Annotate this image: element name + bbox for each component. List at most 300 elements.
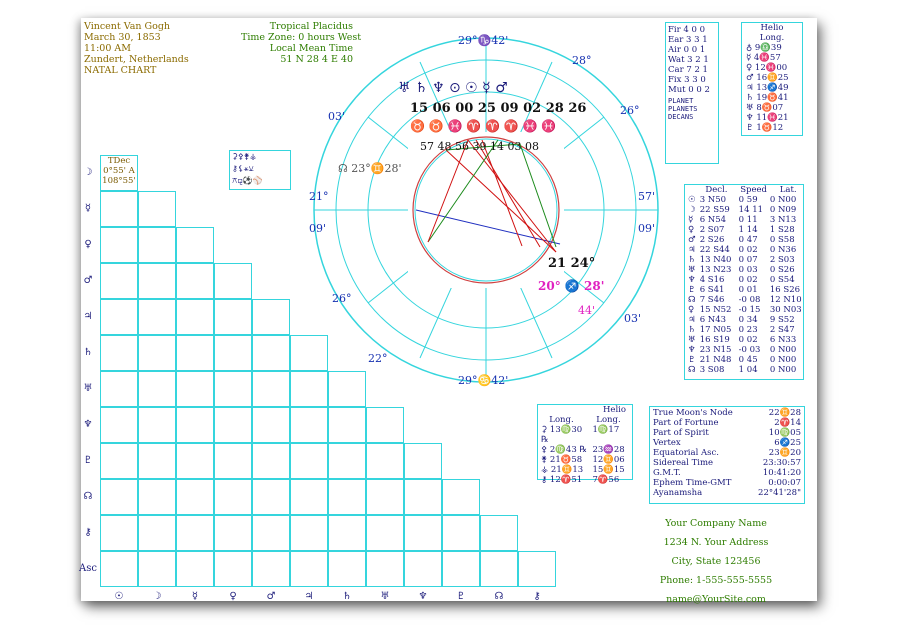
aspect-cell — [214, 371, 252, 407]
asteroid-helio: 23♒28 — [592, 445, 625, 455]
point-label: Vertex — [653, 438, 681, 448]
helio-title: Helio — [760, 23, 784, 33]
aspect-cell — [138, 299, 176, 335]
svg-text:22°: 22° — [368, 352, 388, 365]
declination-row — [685, 335, 803, 345]
decl-glyph: ♅ — [688, 335, 696, 345]
aspect-cell — [100, 551, 138, 587]
decl-value: 21 N48 — [699, 355, 732, 365]
point-value: 2♈14 — [774, 418, 801, 428]
aspect-cell — [252, 371, 290, 407]
decl-value: 4 S16 — [699, 275, 725, 285]
row-glyph: ☽ — [83, 167, 93, 178]
column-glyph: ☽ — [152, 591, 162, 602]
declination-row — [685, 195, 803, 205]
aspect-cell — [290, 371, 328, 407]
row-glyph: ☿ — [84, 203, 92, 214]
column-glyph: ♆ — [418, 591, 428, 602]
lat-value: 6 N33 — [769, 335, 797, 345]
declination-row — [685, 345, 803, 355]
aspect-cell — [290, 443, 328, 479]
declination-row — [685, 245, 803, 255]
decl-value: 3 N50 — [699, 195, 727, 205]
point-label: G.M.T. — [653, 468, 681, 478]
point-value: 10:41:20 — [762, 468, 801, 478]
asteroid-helio: 7♈56 — [592, 475, 620, 485]
aspect-cell — [214, 407, 252, 443]
aspect-cell — [404, 479, 442, 515]
decl-glyph: ♂ — [688, 235, 696, 245]
point-row — [653, 428, 801, 438]
speed-value: -0 08 — [738, 295, 761, 305]
company-name: Your Company Name — [665, 518, 767, 529]
aspect-cell — [328, 479, 366, 515]
speed-value: 0 01 — [738, 285, 758, 295]
asteroid-geo: ⚳ 13♍30 ℞ — [541, 425, 583, 445]
lat-value: 16 S26 — [769, 285, 801, 295]
speed-value: 0 02 — [738, 245, 758, 255]
svg-text:44': 44' — [578, 304, 596, 317]
lat-value: 0 N09 — [769, 205, 797, 215]
decl-glyph: ♅ — [688, 265, 696, 275]
svg-text:♉ ♉ ♓ ♈ ♈ ♈ ♓ ♓: ♉ ♉ ♓ ♈ ♈ ♈ ♓ ♓ — [410, 119, 557, 133]
decl-value: 17 N05 — [699, 325, 732, 335]
point-label: Part of Spirit — [653, 428, 709, 438]
svg-text:20° ♐ 28': 20° ♐ 28' — [538, 279, 605, 293]
aspect-cell — [328, 371, 366, 407]
company-city: City, State 123456 — [671, 556, 761, 567]
speed-value: 0 07 — [738, 255, 758, 265]
lat-value: 0 N00 — [769, 355, 797, 365]
point-row — [653, 458, 801, 468]
aspect-cell — [176, 227, 214, 263]
declination-row — [685, 355, 803, 365]
aspect-cell — [252, 443, 290, 479]
aspect-cell — [442, 479, 480, 515]
column-glyph: ☉ — [114, 591, 124, 602]
aspect-cell-line: 108°55' — [102, 176, 136, 186]
aspect-cell — [100, 299, 138, 335]
lat-value: 0 N00 — [769, 345, 797, 355]
vertical-label: PLANETS — [668, 105, 698, 113]
svg-text:09': 09' — [309, 222, 327, 235]
declination-row — [685, 295, 803, 305]
svg-text:28°: 28° — [572, 54, 592, 67]
lat-value: 2 S47 — [769, 325, 795, 335]
point-row — [653, 438, 801, 448]
decl-value: 13 N23 — [699, 265, 732, 275]
lat-value: 9 S52 — [769, 315, 795, 325]
helio-row: ♁ 9♎39 — [746, 43, 782, 53]
elements-row: Fir 4 0 0 — [668, 25, 706, 35]
aspect-cell — [214, 263, 252, 299]
declination-row — [685, 265, 803, 275]
speed-value: 0 11 — [738, 215, 758, 225]
asteroid-helio: 15♊15 — [592, 465, 625, 475]
decl-glyph: ♇ — [688, 355, 696, 365]
decl-value: 3 S08 — [699, 365, 725, 375]
legend-row: ⚷⚸⚹⚺ — [232, 164, 254, 173]
time-zone: Time Zone: 0 hours West — [241, 32, 362, 43]
speed-value: -0 15 — [738, 305, 761, 315]
decl-header: Decl. — [705, 185, 728, 195]
speed-value: 0 02 — [738, 335, 758, 345]
decl-value: 6 S41 — [699, 285, 725, 295]
declination-table — [684, 184, 804, 380]
declination-row — [685, 205, 803, 215]
helio-subtitle: Long. — [759, 33, 785, 43]
lat-value: 3 N13 — [769, 215, 797, 225]
decl-value: 13 N40 — [699, 255, 732, 265]
vertical-label: PLANET — [668, 97, 694, 105]
aspect-cell — [214, 299, 252, 335]
decl-glyph: ☽ — [688, 205, 696, 215]
svg-text:21°: 21° — [309, 190, 329, 203]
aspect-cell — [138, 263, 176, 299]
speed-value: 0 45 — [738, 355, 758, 365]
asteroid-geo: ⚵ 21♉58 — [541, 455, 583, 465]
point-label: Ayanamsha — [653, 488, 703, 498]
aspect-cell — [404, 551, 442, 587]
aspect-cell — [138, 335, 176, 371]
aspect-cell — [176, 407, 214, 443]
decl-glyph: ♆ — [688, 345, 696, 355]
speed-value: 0 03 — [738, 265, 758, 275]
aspect-cell — [100, 155, 138, 191]
aspect-cell — [214, 335, 252, 371]
aspect-cell-line: TDec — [107, 156, 131, 166]
point-label: Ephem Time-GMT — [653, 478, 732, 488]
lat-value: 1 S28 — [769, 225, 795, 235]
declination-row — [685, 305, 803, 315]
row-glyph: ♆ — [83, 419, 93, 430]
aspect-cell — [176, 443, 214, 479]
aspect-cell — [290, 479, 328, 515]
speed-value: 0 59 — [738, 195, 758, 205]
company-email: name@YourSite.com — [666, 594, 766, 605]
aspect-cell — [290, 335, 328, 371]
asteroid-long-header: Long. — [549, 415, 574, 425]
helio-row: ♀ 12♓00 — [746, 63, 788, 73]
point-row — [653, 448, 801, 458]
point-value: 22♊28 — [768, 408, 801, 418]
aspect-cell — [214, 443, 252, 479]
aspect-cell — [404, 443, 442, 479]
decl-value: 22 S59 — [699, 205, 730, 215]
aspect-cell — [100, 227, 138, 263]
point-value: 22°41'28" — [758, 488, 801, 498]
svg-text:26°: 26° — [620, 104, 640, 117]
birth-place: Zundert, Netherlands — [84, 54, 189, 65]
aspect-cell — [328, 551, 366, 587]
aspect-cell — [366, 551, 404, 587]
svg-text:57 48 56 39 14 03 08: 57 48 56 39 14 03 08 — [420, 140, 539, 153]
company-info — [641, 514, 791, 609]
decl-glyph: ♇ — [688, 285, 696, 295]
asteroid-helio-title: Helio — [603, 405, 626, 415]
decl-glyph: ♄ — [688, 325, 696, 335]
aspect-grid — [79, 155, 556, 602]
svg-text:21 24°: 21 24° — [548, 256, 596, 271]
declination-row — [685, 365, 803, 375]
row-glyph: ♅ — [83, 383, 93, 394]
row-glyph: ⚷ — [84, 527, 92, 538]
decl-glyph: ♄ — [688, 255, 696, 265]
svg-text:03': 03' — [624, 312, 642, 325]
chart-type: NATAL CHART — [84, 65, 157, 76]
speed-value: 0 23 — [738, 325, 758, 335]
lat-value: 0 S58 — [769, 235, 795, 245]
decl-glyph: ♀ — [688, 305, 695, 315]
legend-row: ⚻⚼⚽⚾ — [232, 176, 263, 185]
decl-glyph: ☊ — [688, 365, 696, 375]
column-glyph: ⚷ — [533, 591, 541, 602]
elements-row: Mut 0 0 2 — [668, 85, 710, 95]
column-glyph: ♇ — [456, 591, 466, 602]
planet-cluster: ♅ ♄ ♆ ⊙ ☉ ☿ ♂ — [398, 80, 508, 96]
decl-value: 22 S44 — [699, 245, 730, 255]
helio-row: ♂ 16♊25 — [746, 73, 789, 83]
svg-text:57': 57' — [638, 190, 656, 203]
aspect-cell — [442, 515, 480, 551]
row-glyph: ♃ — [83, 311, 93, 322]
aspect-cell — [138, 407, 176, 443]
aspect-cell — [176, 335, 214, 371]
aspect-cell — [252, 515, 290, 551]
aspect-cell — [366, 443, 404, 479]
row-glyph: ♇ — [83, 455, 93, 466]
point-label: Equatorial Asc. — [653, 448, 719, 458]
declination-row — [685, 225, 803, 235]
aspect-cell — [138, 551, 176, 587]
point-label: True Moon's Node — [653, 408, 733, 418]
lat-value: 0 N36 — [769, 245, 797, 255]
aspect-cell — [328, 443, 366, 479]
aspect-cell — [214, 515, 252, 551]
aspect-cell — [214, 479, 252, 515]
aspect-cell — [138, 227, 176, 263]
svg-text:03': 03' — [328, 110, 346, 123]
vertical-label: DECANS — [668, 113, 694, 121]
row-glyph: Asc — [79, 563, 97, 574]
company-phone: Phone: 1-555-555-5555 — [659, 575, 773, 586]
point-row — [653, 478, 801, 488]
decl-value: 2 S07 — [699, 225, 725, 235]
aspect-cell — [176, 479, 214, 515]
lat-value: 2 S03 — [769, 255, 795, 265]
declination-row — [685, 255, 803, 265]
aspect-cell — [100, 407, 138, 443]
asteroid-geo: ⚷ 12♈51 — [541, 475, 583, 485]
aspect-cell — [442, 551, 480, 587]
lat-value: 30 N03 — [769, 305, 802, 315]
lat-value: 0 N00 — [769, 195, 797, 205]
point-row — [653, 468, 801, 478]
column-glyph: ♃ — [304, 591, 314, 602]
aspect-cell — [138, 443, 176, 479]
aspect-cell — [290, 551, 328, 587]
column-glyph: ♅ — [380, 591, 390, 602]
elements-row: Fix 3 3 0 — [668, 75, 706, 85]
decl-value: 6 N54 — [699, 215, 727, 225]
company-address: 1234 N. Your Address — [663, 537, 769, 548]
helio-row: ♃ 13♐49 — [746, 83, 789, 93]
aspect-cell — [328, 515, 366, 551]
aspect-cell — [252, 407, 290, 443]
declination-row — [685, 315, 803, 325]
svg-text:15 06 00 25 09 02 28 26: 15 06 00 25 09 02 28 26 — [410, 101, 587, 116]
asteroid-helio-long-header: Long. — [596, 415, 621, 425]
point-value: 10♍05 — [768, 428, 801, 438]
decl-value: 15 N52 — [699, 305, 732, 315]
asteroid-geo: ⚴ 2♍43 ℞ — [541, 445, 588, 455]
lat-value: 0 N00 — [769, 365, 797, 375]
aspect-cell — [176, 551, 214, 587]
aspect-cell — [290, 515, 328, 551]
aspect-cell — [100, 263, 138, 299]
point-value: 23:30:57 — [762, 458, 801, 468]
cusp-ic-label: 29°♋42' — [458, 374, 509, 387]
speed-header: Speed — [740, 185, 767, 195]
lat-header: Lat. — [779, 185, 797, 195]
decl-glyph: ☉ — [688, 195, 696, 205]
point-label: Part of Fortune — [653, 418, 719, 428]
point-label: Sidereal Time — [653, 458, 714, 468]
decl-value: 6 N43 — [699, 315, 727, 325]
aspect-cell — [480, 551, 518, 587]
lat-value: 12 N10 — [769, 295, 802, 305]
declination-row — [685, 275, 803, 285]
aspect-cell — [176, 371, 214, 407]
decl-glyph: ♀ — [688, 225, 695, 235]
aspect-cell — [100, 191, 138, 227]
aspect-cell — [252, 479, 290, 515]
helio-row: ♆ 11♓21 — [746, 113, 789, 123]
helio-row: ♇ 1♉12 — [746, 123, 784, 133]
point-row — [653, 418, 801, 428]
declination-row — [685, 325, 803, 335]
elements-row: Air 0 0 1 — [668, 45, 706, 55]
aspect-cell — [366, 479, 404, 515]
point-row — [653, 488, 801, 498]
asteroid-helio: 1♍17 — [592, 425, 620, 435]
aspect-cell — [138, 515, 176, 551]
coordinates: 51 N 28 4 E 40 — [280, 54, 353, 65]
aspect-cell — [100, 335, 138, 371]
cusp-mc-label: 29°♑42' — [458, 34, 509, 47]
speed-value: 0 34 — [738, 315, 758, 325]
aspect-cell — [480, 515, 518, 551]
svg-text:26°: 26° — [332, 292, 352, 305]
point-value: 23♊20 — [768, 448, 801, 458]
helio-row: ☿ 4♓57 — [746, 53, 781, 63]
decl-value: 2 S26 — [699, 235, 725, 245]
aspect-cell — [252, 299, 290, 335]
speed-value: -0 03 — [738, 345, 761, 355]
elements-row: Ear 3 3 1 — [668, 35, 708, 45]
elements-table — [665, 22, 719, 164]
aspect-cell — [100, 515, 138, 551]
asteroid-helio: 12♊06 — [592, 455, 625, 465]
elements-row: Wat 3 2 1 — [668, 55, 709, 65]
aspect-cell — [176, 515, 214, 551]
declination-row — [685, 285, 803, 295]
decl-glyph: ☿ — [688, 215, 694, 225]
elements-row: Car 7 2 1 — [668, 65, 708, 75]
aspect-cell — [252, 551, 290, 587]
decl-glyph: ☊ — [688, 295, 696, 305]
declination-row — [685, 235, 803, 245]
aspect-cell — [138, 191, 176, 227]
speed-value: 0 47 — [738, 235, 758, 245]
speed-value: 0 02 — [738, 275, 758, 285]
aspect-cell — [100, 443, 138, 479]
aspect-cell — [138, 371, 176, 407]
decl-value: 7 S46 — [699, 295, 725, 305]
subject-name: Vincent Van Gogh — [84, 21, 171, 32]
aspect-cell — [138, 479, 176, 515]
decl-glyph: ♃ — [688, 315, 696, 325]
point-value: 6♐25 — [774, 438, 801, 448]
point-value: 0:00:07 — [768, 478, 801, 488]
point-row — [653, 408, 801, 418]
lat-value: 0 S26 — [769, 265, 795, 275]
column-glyph: ☊ — [494, 591, 504, 602]
declination-row — [685, 215, 803, 225]
birth-date: March 30, 1853 — [84, 32, 161, 43]
row-glyph: ♀ — [84, 239, 92, 250]
chart-sheet — [79, 18, 817, 605]
aspect-cell — [404, 515, 442, 551]
aspect-cell — [366, 407, 404, 443]
house-system: Tropical Placidus — [269, 21, 353, 32]
points-table — [649, 406, 805, 504]
speed-value: 1 14 — [738, 225, 758, 235]
decl-value: 23 N15 — [699, 345, 732, 355]
column-glyph: ♀ — [229, 591, 237, 602]
row-glyph: ☊ — [83, 491, 93, 502]
helio-row: ♅ 8♉07 — [746, 103, 784, 113]
aspect-cell — [100, 479, 138, 515]
column-glyph: ☿ — [191, 591, 199, 602]
chart-subject-info — [84, 21, 189, 76]
column-glyph: ♄ — [342, 591, 352, 602]
aspect-cell — [290, 407, 328, 443]
aspect-cell — [252, 335, 290, 371]
legend-row: ⚳⚴⚵⚶ — [232, 152, 257, 161]
asteroid-geo: ⚶ 21♊13 — [541, 465, 584, 475]
row-glyph: ♄ — [83, 347, 93, 358]
aspect-cell-line: 0°55' A — [103, 166, 135, 176]
speed-value: 14 11 — [738, 205, 764, 215]
aspect-cell — [176, 299, 214, 335]
lat-value: 0 S54 — [769, 275, 795, 285]
aspect-cell — [100, 371, 138, 407]
decl-glyph: ♃ — [688, 245, 696, 255]
svg-text:09': 09' — [638, 222, 656, 235]
decl-glyph: ♆ — [688, 275, 696, 285]
helio-table — [741, 22, 803, 136]
birth-time: 11:00 AM — [84, 43, 131, 54]
aspect-cell — [328, 407, 366, 443]
speed-value: 1 04 — [738, 365, 758, 375]
aspect-cell — [366, 515, 404, 551]
svg-text:☊ 23°♊28': ☊ 23°♊28' — [338, 162, 402, 175]
decl-value: 16 S19 — [699, 335, 730, 345]
aspect-cell — [176, 263, 214, 299]
time-type: Local Mean Time — [269, 43, 353, 54]
helio-row: ♄ 19♉41 — [746, 93, 789, 103]
